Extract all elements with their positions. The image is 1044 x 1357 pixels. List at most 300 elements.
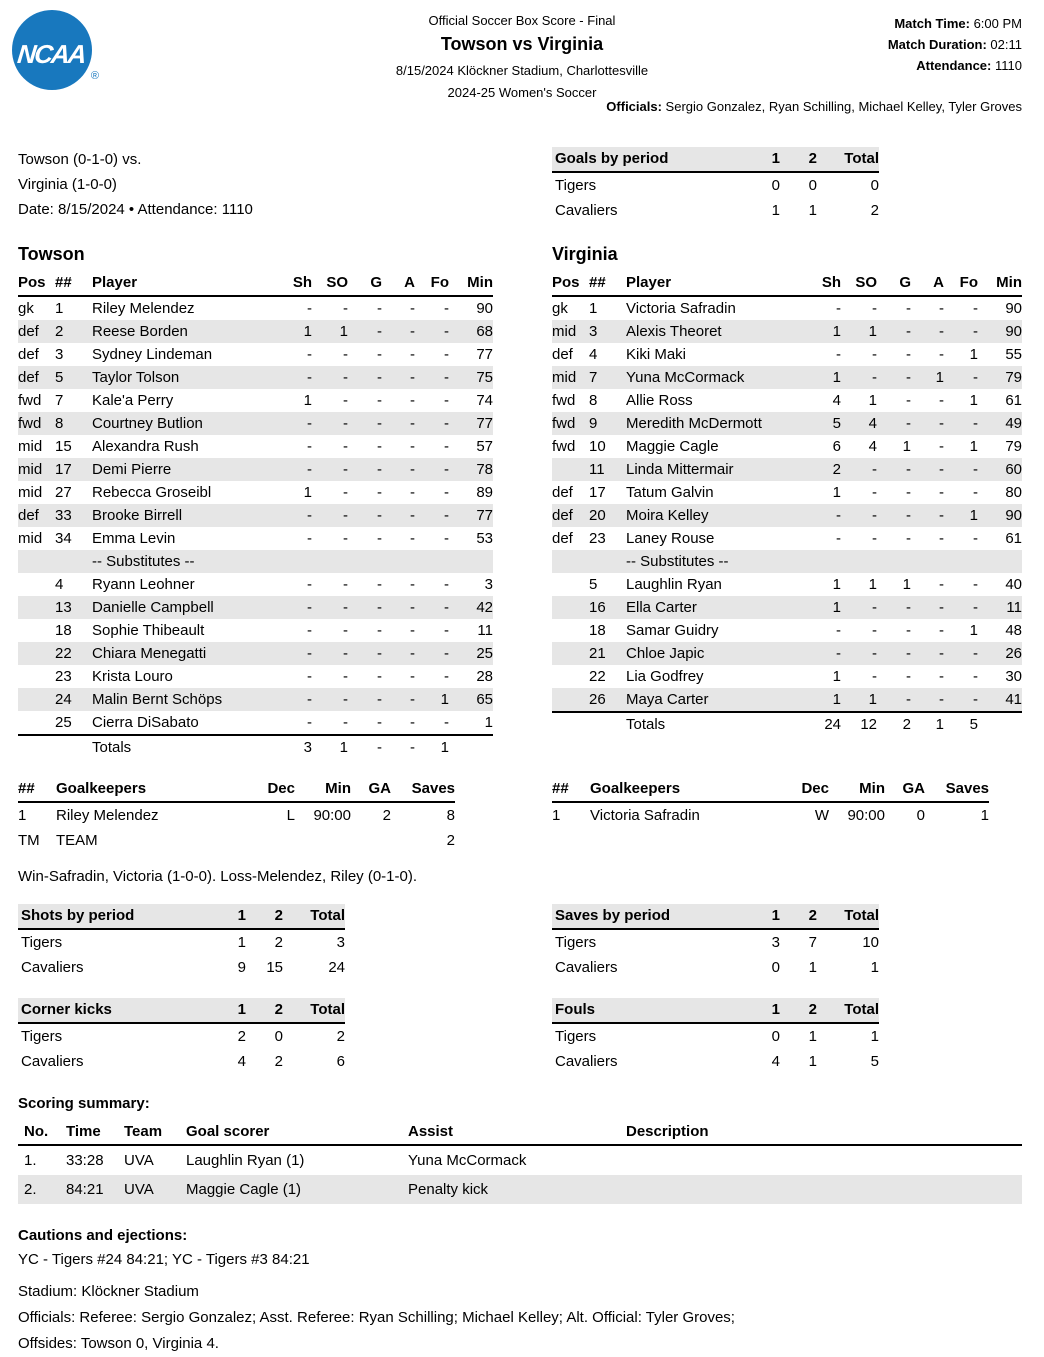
cell <box>552 665 589 688</box>
cell: - <box>410 714 415 731</box>
cell: 10 <box>589 438 606 455</box>
cell: - <box>939 323 944 340</box>
cell: - <box>343 415 348 432</box>
cell: 1 <box>589 300 598 317</box>
cell <box>841 550 877 573</box>
cell: 49 <box>1005 415 1022 432</box>
table-row <box>18 711 493 735</box>
cell: UVA <box>124 1181 154 1198</box>
cell: -- Substitutes -- <box>92 553 195 570</box>
cell: - <box>906 300 911 317</box>
cell: 24 <box>55 691 72 708</box>
table-row <box>552 320 1022 343</box>
cell: - <box>343 484 348 501</box>
cell: Kale'a Perry <box>92 392 174 409</box>
cell: - <box>410 691 415 708</box>
cell: 22 <box>55 645 72 662</box>
header-cell: Min <box>829 778 885 802</box>
corners-table-body <box>18 1023 345 1074</box>
cell: 4 <box>868 438 877 455</box>
cell: - <box>973 576 978 593</box>
header-cell: ## <box>552 778 590 802</box>
cell: - <box>410 645 415 662</box>
cell: 90 <box>1005 507 1022 524</box>
cell: - <box>872 622 877 639</box>
cell: - <box>307 346 312 363</box>
cell: - <box>872 300 877 317</box>
cell: 1 <box>415 735 449 759</box>
table-row <box>552 1023 879 1049</box>
cell: 1 <box>969 438 978 455</box>
cell: 1 <box>808 202 817 219</box>
cell <box>18 642 55 665</box>
cell: 90 <box>1005 300 1022 317</box>
cell: - <box>377 530 382 547</box>
virginia-player-table <box>552 272 1022 736</box>
cell: - <box>444 369 449 386</box>
cell <box>18 665 55 688</box>
cell: 1 <box>832 369 841 386</box>
cell: Tigers <box>555 1028 597 1045</box>
match-title: Towson vs Virginia <box>440 34 604 54</box>
match-duration <box>888 34 1022 55</box>
cell: - <box>343 392 348 409</box>
table-row <box>552 412 1022 435</box>
cell <box>552 712 589 736</box>
table-row <box>552 172 879 198</box>
cell: 1 <box>902 438 911 455</box>
cell: - <box>444 461 449 478</box>
header-cell: Pos <box>18 272 55 296</box>
cell <box>18 619 55 642</box>
cell <box>351 828 391 853</box>
cell <box>806 550 841 573</box>
cell: Demi Pierre <box>92 461 172 478</box>
cell: Chiara Menegatti <box>92 645 207 662</box>
officials-label: Officials: <box>606 99 662 114</box>
matchup-line-date: Date: 8/15/2024 • Attendance: 1110 <box>18 201 253 218</box>
header-cell: Total <box>817 147 879 172</box>
cell: - <box>377 714 382 731</box>
cell: - <box>906 392 911 409</box>
report-footer <box>18 1279 1022 1357</box>
cell: - <box>906 461 911 478</box>
team-heading-towson: Towson <box>18 244 85 264</box>
corner-kicks-table <box>18 998 345 1074</box>
cell: - <box>444 576 449 593</box>
cell: 68 <box>476 323 493 340</box>
cell: 7 <box>808 934 817 951</box>
cell: 1 <box>552 807 561 824</box>
cell: 1 <box>808 1053 817 1070</box>
header-cell: Assist <box>408 1119 626 1145</box>
registered-trademark-icon: ® <box>90 70 99 82</box>
cell: - <box>377 484 382 501</box>
cell: 61 <box>1005 392 1022 409</box>
cell: 1 <box>303 484 312 501</box>
table-row <box>18 481 493 504</box>
cell: 8 <box>446 807 455 824</box>
cell: 48 <box>1005 622 1022 639</box>
cell <box>449 550 493 573</box>
cell: 75 <box>476 369 493 386</box>
match-time <box>888 13 1022 34</box>
cell: 1 <box>969 507 978 524</box>
table-row <box>18 435 493 458</box>
cell: - <box>377 576 382 593</box>
cell: 12 <box>841 712 877 736</box>
venue-line: 8/15/2024 Klöckner Stadium, Charlottesville <box>395 63 649 78</box>
cell: 5 <box>832 415 841 432</box>
cell: 7 <box>589 369 598 386</box>
cell: - <box>444 438 449 455</box>
cell: - <box>906 484 911 501</box>
cell <box>277 550 312 573</box>
cell: Totals <box>92 735 277 759</box>
table-row <box>18 1049 345 1074</box>
table-row <box>552 550 1022 573</box>
cell: 9 <box>589 415 598 432</box>
header-cell: 2 <box>780 998 817 1023</box>
cell: 4 <box>832 392 841 409</box>
cell: - <box>343 530 348 547</box>
header-cell: Player <box>92 272 277 296</box>
cell: - <box>307 415 312 432</box>
cell: - <box>836 645 841 662</box>
header-cell: 1 <box>209 998 246 1023</box>
cell: - <box>377 369 382 386</box>
cell: - <box>444 645 449 662</box>
table-row <box>552 458 1022 481</box>
cell: - <box>872 599 877 616</box>
cell: 3 <box>771 934 780 951</box>
cell: - <box>939 300 944 317</box>
cell: - <box>939 622 944 639</box>
table-row <box>552 481 1022 504</box>
header-cell: ## <box>589 272 626 296</box>
cell <box>589 712 626 736</box>
cell: 2 <box>336 1028 345 1045</box>
header-cell: G <box>348 272 382 296</box>
cell: 1 <box>969 346 978 363</box>
cell: 0 <box>771 177 780 194</box>
header-cell: A <box>911 272 944 296</box>
cell: 1 <box>980 807 989 824</box>
table-row <box>18 504 493 527</box>
header-cell: Dec <box>233 778 295 802</box>
cell: - <box>377 346 382 363</box>
cell: def <box>18 369 39 386</box>
cell <box>626 1175 1022 1204</box>
cell: 33:28 <box>66 1152 104 1169</box>
cell: Alexis Theoret <box>626 323 722 340</box>
scoring-body <box>18 1145 1022 1204</box>
cell: 15 <box>266 959 283 976</box>
cell: - <box>444 714 449 731</box>
cell: 1 <box>832 691 841 708</box>
cell: - <box>836 622 841 639</box>
cell: 24 <box>806 712 841 736</box>
cell: Maya Carter <box>626 691 709 708</box>
cell: 4 <box>868 415 877 432</box>
cautions-section <box>18 1227 1022 1268</box>
fouls-table-header-row <box>552 998 879 1023</box>
cell: Cavaliers <box>21 1053 84 1070</box>
cell: 26 <box>1005 645 1022 662</box>
towson-gk-header-row <box>18 778 455 802</box>
cell: - <box>973 691 978 708</box>
cell: 4 <box>55 576 64 593</box>
cell: Cavaliers <box>21 959 84 976</box>
cell: 1 <box>832 599 841 616</box>
cell: 3 <box>336 934 345 951</box>
season-line: 2024-25 Women's Soccer <box>447 85 597 100</box>
cell: - <box>872 530 877 547</box>
cell: - <box>836 346 841 363</box>
header-cell: 1 <box>209 904 246 929</box>
cell: - <box>906 415 911 432</box>
cell <box>18 550 55 573</box>
cell: 2 <box>274 1053 283 1070</box>
cell: 23 <box>589 530 606 547</box>
cell: - <box>444 530 449 547</box>
cell: 77 <box>476 507 493 524</box>
cell: 1 <box>808 1028 817 1045</box>
cell: fwd <box>552 415 576 432</box>
cell: Totals <box>626 712 806 736</box>
header-cell: Corner kicks <box>18 998 209 1023</box>
cell <box>55 735 92 759</box>
cell: Laughlin Ryan (1) <box>186 1152 305 1169</box>
cell: 41 <box>1005 691 1022 708</box>
table-row <box>18 665 493 688</box>
table-row <box>18 929 345 955</box>
cell: 0 <box>808 177 817 194</box>
cell: 65 <box>476 691 493 708</box>
cell: - <box>973 415 978 432</box>
cell: Riley Melendez <box>56 807 159 824</box>
header-cell: SO <box>312 272 348 296</box>
header-cell: 1 <box>743 998 780 1023</box>
cell: - <box>377 668 382 685</box>
cell: def <box>18 507 39 524</box>
cell <box>944 550 978 573</box>
cell: 1 <box>832 668 841 685</box>
cell: 79 <box>1005 438 1022 455</box>
cell: - <box>343 691 348 708</box>
cell: Ryann Leohner <box>92 576 195 593</box>
table-row <box>552 1049 879 1074</box>
virginia-goalkeepers-table <box>552 778 989 828</box>
saves-by-period-table <box>552 904 879 980</box>
cell: - <box>444 346 449 363</box>
header-cell: 1 <box>743 147 780 172</box>
cell: 1 <box>870 1028 879 1045</box>
cell: 2 <box>832 461 841 478</box>
cell: - <box>906 323 911 340</box>
table-row <box>552 343 1022 366</box>
cell: - <box>382 735 415 759</box>
cell: - <box>410 346 415 363</box>
cell <box>382 550 415 573</box>
corners-table-header-row <box>18 998 345 1023</box>
shots-by-period-table <box>18 904 345 980</box>
cell: Lia Godfrey <box>626 668 704 685</box>
header-cell: Sh <box>277 272 312 296</box>
cell: 34 <box>55 530 72 547</box>
cell: - <box>307 599 312 616</box>
cell: - <box>906 530 911 547</box>
cell: 1 <box>484 714 493 731</box>
table-row <box>552 955 879 980</box>
header-cell: ## <box>55 272 92 296</box>
cell: 78 <box>476 461 493 478</box>
cell: 80 <box>1005 484 1022 501</box>
cell: - <box>377 323 382 340</box>
header-cell: Saves <box>925 778 989 802</box>
cell: 2 <box>237 1028 246 1045</box>
header-cell: 2 <box>780 904 817 929</box>
cell <box>233 828 295 853</box>
cell: 53 <box>476 530 493 547</box>
cell <box>552 573 589 596</box>
cell: - <box>343 300 348 317</box>
goals-table-header-row <box>552 147 879 172</box>
cell: - <box>444 622 449 639</box>
cell: - <box>307 576 312 593</box>
table-row <box>18 320 493 343</box>
header-cell: Total <box>817 998 879 1023</box>
match-time-value: 6:00 PM <box>973 16 1022 31</box>
cell: - <box>939 461 944 478</box>
cell: 1 <box>303 392 312 409</box>
cell: 11 <box>589 461 605 478</box>
cell: - <box>307 691 312 708</box>
header-cell: Total <box>817 904 879 929</box>
cell: 33 <box>55 507 72 524</box>
cell: - <box>973 530 978 547</box>
team-heading-virginia: Virginia <box>552 244 618 264</box>
cell: 1 <box>868 576 877 593</box>
cell: 4 <box>771 1053 780 1070</box>
cell: 6 <box>832 438 841 455</box>
cell: - <box>343 599 348 616</box>
cell <box>552 458 589 481</box>
matchup-block <box>18 147 493 222</box>
table-row <box>18 458 493 481</box>
cell: Cavaliers <box>555 202 618 219</box>
cell: - <box>307 668 312 685</box>
cell: 28 <box>476 668 493 685</box>
cell: - <box>973 461 978 478</box>
cell: 8 <box>589 392 598 409</box>
cell: 89 <box>476 484 493 501</box>
cell: 2. <box>24 1181 37 1198</box>
towson-player-table <box>18 272 493 759</box>
cell: - <box>872 484 877 501</box>
cell: Meredith McDermott <box>626 415 762 432</box>
cell: - <box>906 369 911 386</box>
cell: Rebecca Groseibl <box>92 484 212 501</box>
cell: - <box>906 346 911 363</box>
table-row <box>552 527 1022 550</box>
cell: - <box>973 484 978 501</box>
towson-goalkeepers-table <box>18 778 455 853</box>
cell <box>626 1145 1022 1175</box>
table-row <box>552 642 1022 665</box>
table-row <box>18 366 493 389</box>
cell: - <box>410 507 415 524</box>
cell <box>18 711 55 735</box>
cell: - <box>343 461 348 478</box>
cell: - <box>307 622 312 639</box>
cell: 0 <box>274 1028 283 1045</box>
cell: 74 <box>476 392 493 409</box>
header-cell: Fo <box>415 272 449 296</box>
towson-section <box>18 244 493 759</box>
header-cell: No. <box>18 1119 66 1145</box>
cell: - <box>343 714 348 731</box>
cell: 1 <box>870 959 879 976</box>
cell <box>911 550 944 573</box>
scoring-summary-section <box>18 1095 1022 1204</box>
header-cell: GA <box>351 778 391 802</box>
cell <box>18 735 55 759</box>
cell: - <box>939 599 944 616</box>
scoring-summary-table <box>18 1119 1022 1204</box>
table-row <box>18 642 493 665</box>
header-cell: Saves <box>391 778 455 802</box>
cell <box>18 573 55 596</box>
cell: - <box>836 300 841 317</box>
table-row <box>552 688 1022 712</box>
cell: - <box>307 461 312 478</box>
officials-line <box>606 99 1022 114</box>
table-row <box>552 619 1022 642</box>
cell: 1. <box>24 1152 37 1169</box>
cell <box>552 550 589 573</box>
cell: 1 <box>18 807 27 824</box>
cell: 0 <box>771 959 780 976</box>
table-row <box>552 296 1022 320</box>
cell: 77 <box>476 415 493 432</box>
cell: - <box>973 369 978 386</box>
scoring-header-row <box>18 1119 1022 1145</box>
cell: 90:00 <box>313 807 351 824</box>
cell: - <box>377 392 382 409</box>
cell: - <box>973 668 978 685</box>
cell: Maggie Cagle (1) <box>186 1181 302 1198</box>
cell: Brooke Birrell <box>92 507 183 524</box>
cell: - <box>307 645 312 662</box>
cell: 27 <box>55 484 72 501</box>
cell: - <box>410 415 415 432</box>
virginia-gk-header-row <box>552 778 989 802</box>
header-cell: Saves by period <box>552 904 743 929</box>
cell: mid <box>18 530 43 547</box>
cell: - <box>906 622 911 639</box>
cell <box>552 688 589 712</box>
header-cell: Total <box>283 904 345 929</box>
table-row <box>18 596 493 619</box>
attendance-label: Attendance: <box>916 58 992 73</box>
cell: 3 <box>484 576 493 593</box>
header-cell: 2 <box>246 904 283 929</box>
cell: 24 <box>328 959 345 976</box>
cell: - <box>444 300 449 317</box>
cell: Chloe Japic <box>626 645 705 662</box>
cell <box>312 550 348 573</box>
